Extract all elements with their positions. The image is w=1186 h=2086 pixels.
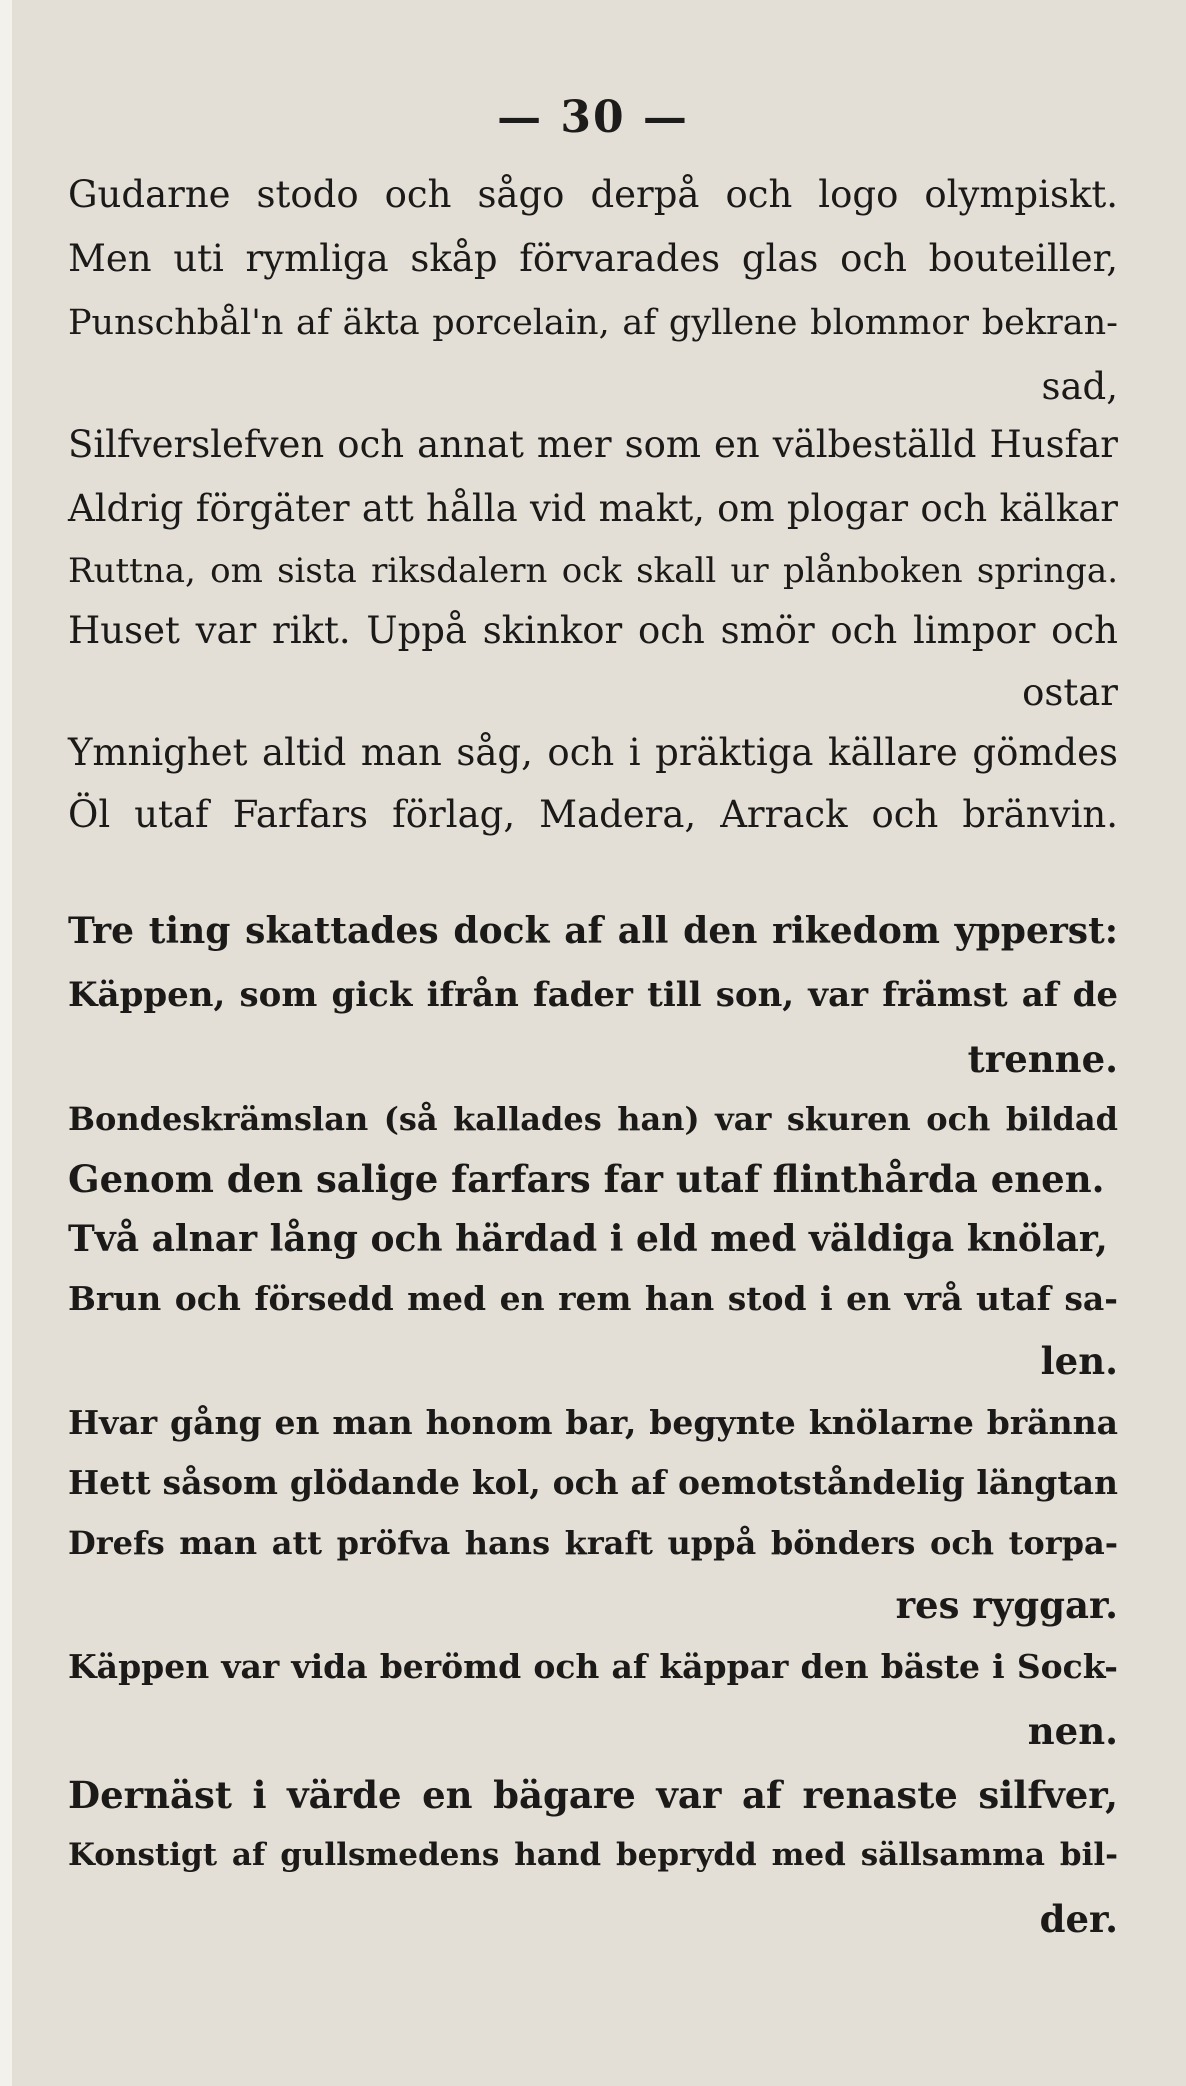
verse-line: Två alnar lång och härdad i eld med väldiga knölar, (68, 1218, 1108, 1260)
page-number: — 30 — (497, 92, 689, 143)
verse-line: Bondeskrämslan (så kallades han) var skuren och bildad (68, 1100, 1118, 1138)
verse-line: Aldrig förgäter att hålla vid makt, om plogar och kälkar (68, 487, 1118, 530)
verse-line: Silfverslefven och annat mer som en välbeställd Husfar (68, 423, 1118, 466)
verse-line: Punschbål'n af äkta porcelain, af gyllene blommor bekran- (68, 303, 1118, 343)
verse-line: Genom den salige farfars far utaf flinthårda enen. (68, 1157, 1105, 1201)
verse-line: Gudarne stodo och sågo derpå och logo olympiskt. (68, 173, 1118, 216)
verse-line: Hett såsom glödande kol, och af oemotståndelig längtan (68, 1463, 1118, 1502)
verse-line: Käppen var vida berömd och af käppar den bäste i Sock- (68, 1647, 1118, 1686)
verse-line: Hvar gång en man honom bar, begynte knölarne bränna (68, 1403, 1118, 1442)
verse-line: Huset var rikt. Uppå skinkor och smör och limpor och (68, 609, 1118, 652)
verse-line: Tre ting skattades dock af all den rikedom ypperst: (68, 910, 1118, 952)
verse-turnover: len. (1040, 1339, 1118, 1383)
verse-line: Brun och försedd med en rem han stod i en vrå utaf sa- (68, 1279, 1118, 1318)
verse-line: Men uti rymliga skåp förvarades glas och bouteiller, (68, 237, 1118, 280)
verse-line: Dernäst i värde en bägare var af renaste silfver, (68, 1773, 1118, 1817)
verse-turnover: nen. (1027, 1709, 1118, 1753)
verse-turnover: der. (1039, 1897, 1118, 1941)
verse-turnover: sad, (1041, 365, 1118, 408)
verse-turnover: res ryggar. (895, 1583, 1118, 1627)
verse-line: Käppen, som gick ifrån fader till son, var främst af de (68, 975, 1118, 1015)
verse-turnover: ostar (1022, 671, 1118, 714)
page-edge (0, 0, 12, 2086)
verse-line: Drefs man att pröfva hans kraft uppå bönders och torpa- (68, 1524, 1118, 1562)
verse-line: Öl utaf Farfars förlag, Madera, Arrack och bränvin. (68, 793, 1118, 836)
verse-line: Ruttna, om sista riksdalern ock skall ur plånboken springa. (68, 551, 1118, 591)
verse-line: Ymnighet altid man såg, och i präktiga källare gömdes (68, 731, 1118, 774)
verse-turnover: trenne. (967, 1037, 1118, 1081)
verse-line: Konstigt af gullsmedens hand beprydd med sällsamma bil- (68, 1837, 1118, 1873)
